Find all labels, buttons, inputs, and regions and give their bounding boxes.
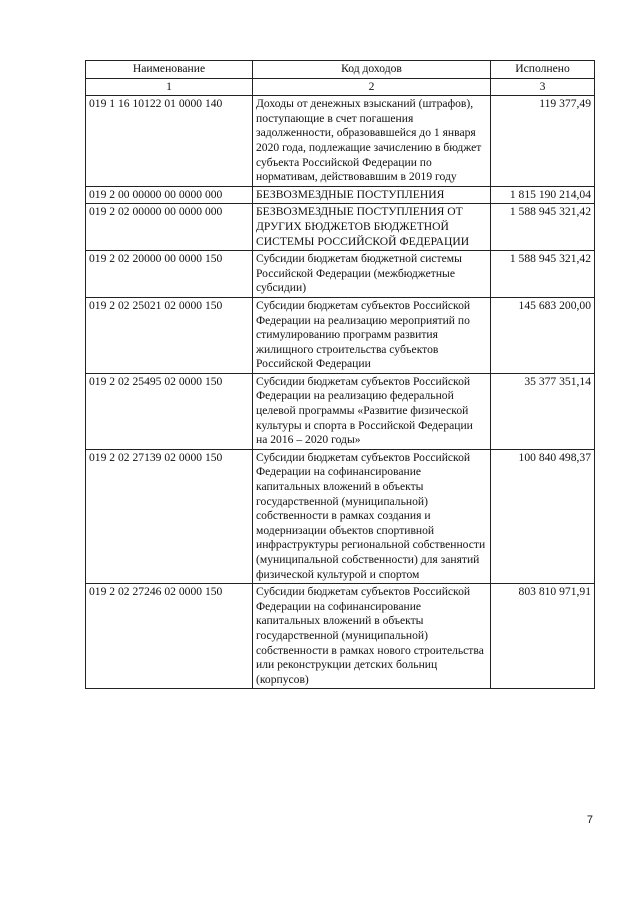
table-header-row (86, 61, 595, 79)
revenue-code: 019 1 16 10122 01 0000 140 (86, 96, 253, 187)
revenue-name: Субсидии бюджетам бюджетной системы Российской Федерации (межбюджетные субсидии) (253, 251, 491, 298)
table-row (86, 584, 595, 689)
revenue-amount: 119 377,49 (491, 96, 595, 187)
revenue-amount: 1 588 945 321,42 (491, 204, 595, 251)
table-row (86, 186, 595, 204)
table-row (86, 449, 595, 583)
column-number-3: 3 (491, 78, 595, 96)
revenue-code: 019 2 02 00000 00 0000 000 (86, 204, 253, 251)
revenue-table (85, 60, 595, 689)
revenue-code: 019 2 02 27139 02 0000 150 (86, 449, 253, 583)
revenue-amount: 35 377 351,14 (491, 373, 595, 449)
revenue-name: Субсидии бюджетам субъектов Российской Федерации на софинансирование капитальных вложений в объекты государственной (муниципальной) собственности в рамках создания и модернизации объектов спортивной инфраструктуры региональной собственности (муниципальной собственности) для занятий физической культурой и спортом (253, 449, 491, 583)
revenue-amount: 100 840 498,37 (491, 449, 595, 583)
revenue-code: 019 2 00 00000 00 0000 000 (86, 186, 253, 204)
revenue-code: 019 2 02 25021 02 0000 150 (86, 297, 253, 373)
table-row (86, 96, 595, 187)
header-code: Код доходов (253, 61, 491, 79)
table-column-numbers-row (86, 78, 595, 96)
revenue-amount: 1 588 945 321,42 (491, 251, 595, 298)
table-row (86, 251, 595, 298)
revenue-name: Субсидии бюджетам субъектов Российской Федерации на реализацию федеральной целевой программы «Развитие физической культуры и спорта в Российской Федерации на 2016 – 2020 годы» (253, 373, 491, 449)
revenue-name: Доходы от денежных взысканий (штрафов), поступающие в счет погашения задолженности, образовавшейся до 1 января 2020 года, подлежащие зачислению в бюджет субъекта Российской Федерации по нормативам, действовавшим в 2019 году (253, 96, 491, 187)
revenue-amount: 1 815 190 214,04 (491, 186, 595, 204)
revenue-name: БЕЗВОЗМЕЗДНЫЕ ПОСТУПЛЕНИЯ ОТ ДРУГИХ БЮДЖЕТОВ БЮДЖЕТНОЙ СИСТЕМЫ РОССИЙСКОЙ ФЕДЕРАЦИИ (253, 204, 491, 251)
revenue-code: 019 2 02 27246 02 0000 150 (86, 584, 253, 689)
header-name: Наименование (86, 61, 253, 79)
revenue-name: БЕЗВОЗМЕЗДНЫЕ ПОСТУПЛЕНИЯ (253, 186, 491, 204)
revenue-name: Субсидии бюджетам субъектов Российской Федерации на реализацию мероприятий по стимулированию программ развития жилищного строительства субъектов Российской Федерации (253, 297, 491, 373)
table-row (86, 373, 595, 449)
page-number: 7 (586, 814, 593, 826)
table-row (86, 204, 595, 251)
table-row (86, 297, 595, 373)
revenue-code: 019 2 02 25495 02 0000 150 (86, 373, 253, 449)
revenue-amount: 145 683 200,00 (491, 297, 595, 373)
column-number-2: 2 (253, 78, 491, 96)
revenue-amount: 803 810 971,91 (491, 584, 595, 689)
revenue-code: 019 2 02 20000 00 0000 150 (86, 251, 253, 298)
header-executed: Исполнено (491, 61, 595, 79)
revenue-name: Субсидии бюджетам субъектов Российской Федерации на софинансирование капитальных вложений в объекты государственной (муниципальной) собственности в рамках нового строительства или реконструкции детских больниц (корпусов) (253, 584, 491, 689)
column-number-1: 1 (86, 78, 253, 96)
